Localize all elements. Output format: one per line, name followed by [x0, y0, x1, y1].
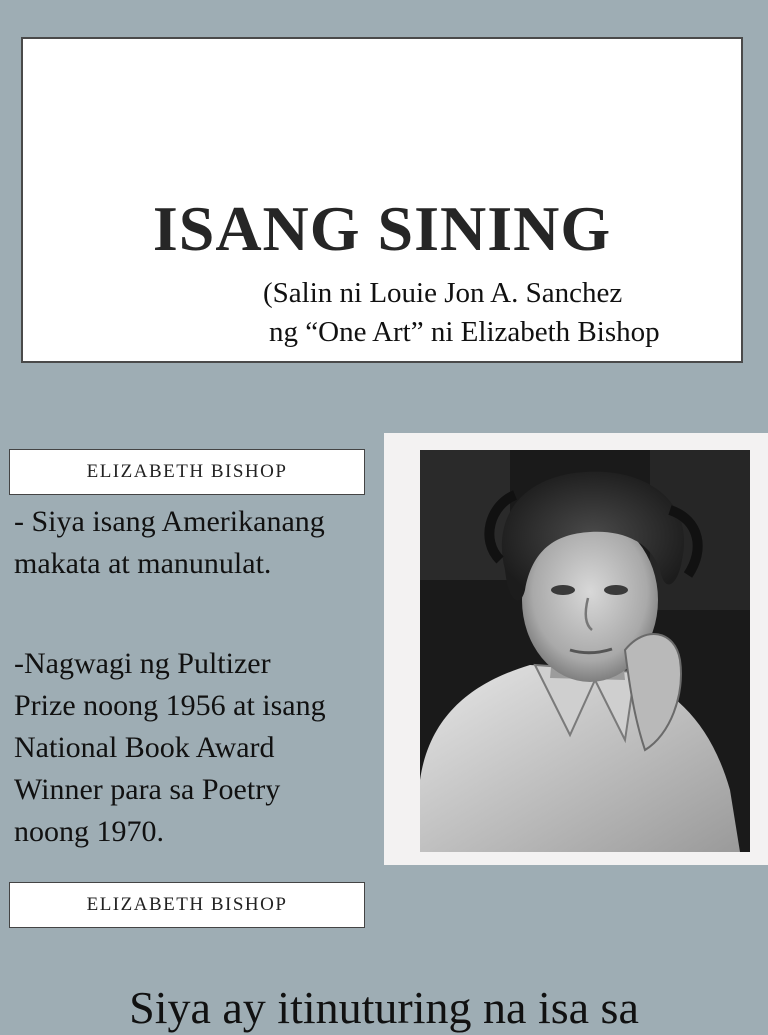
bio-line: Winner para sa Poetry [14, 773, 281, 806]
bio-paragraph-2 [14, 643, 326, 853]
slide-subtitle-line-1: (Salin ni Louie Jon A. Sanchez [263, 277, 623, 309]
section-label-author-2: ELIZABETH BISHOP [9, 882, 365, 928]
bio-line: makata at manunulat. [14, 547, 272, 580]
photo-panel [384, 433, 768, 865]
portrait-photo-icon [420, 450, 750, 852]
author-portrait-photo [420, 450, 750, 852]
section-2-body-text: Siya ay itinuturing na isa sa [129, 982, 639, 1033]
bio-paragraph-1 [14, 501, 325, 585]
section-label-author: ELIZABETH BISHOP [9, 449, 365, 495]
slide-subtitle-line-2: ng “One Art” ni Elizabeth Bishop [269, 316, 660, 348]
bio-line: National Book Award [14, 731, 275, 764]
bio-line: - Siya isang Amerikanang [14, 505, 325, 538]
bio-line: Prize noong 1956 at isang [14, 689, 326, 722]
title-slide-card [21, 37, 743, 363]
slide-title: ISANG SINING [152, 193, 612, 264]
bio-line: -Nagwagi ng Pultizer [14, 647, 271, 680]
bio-line: noong 1970. [14, 815, 164, 848]
